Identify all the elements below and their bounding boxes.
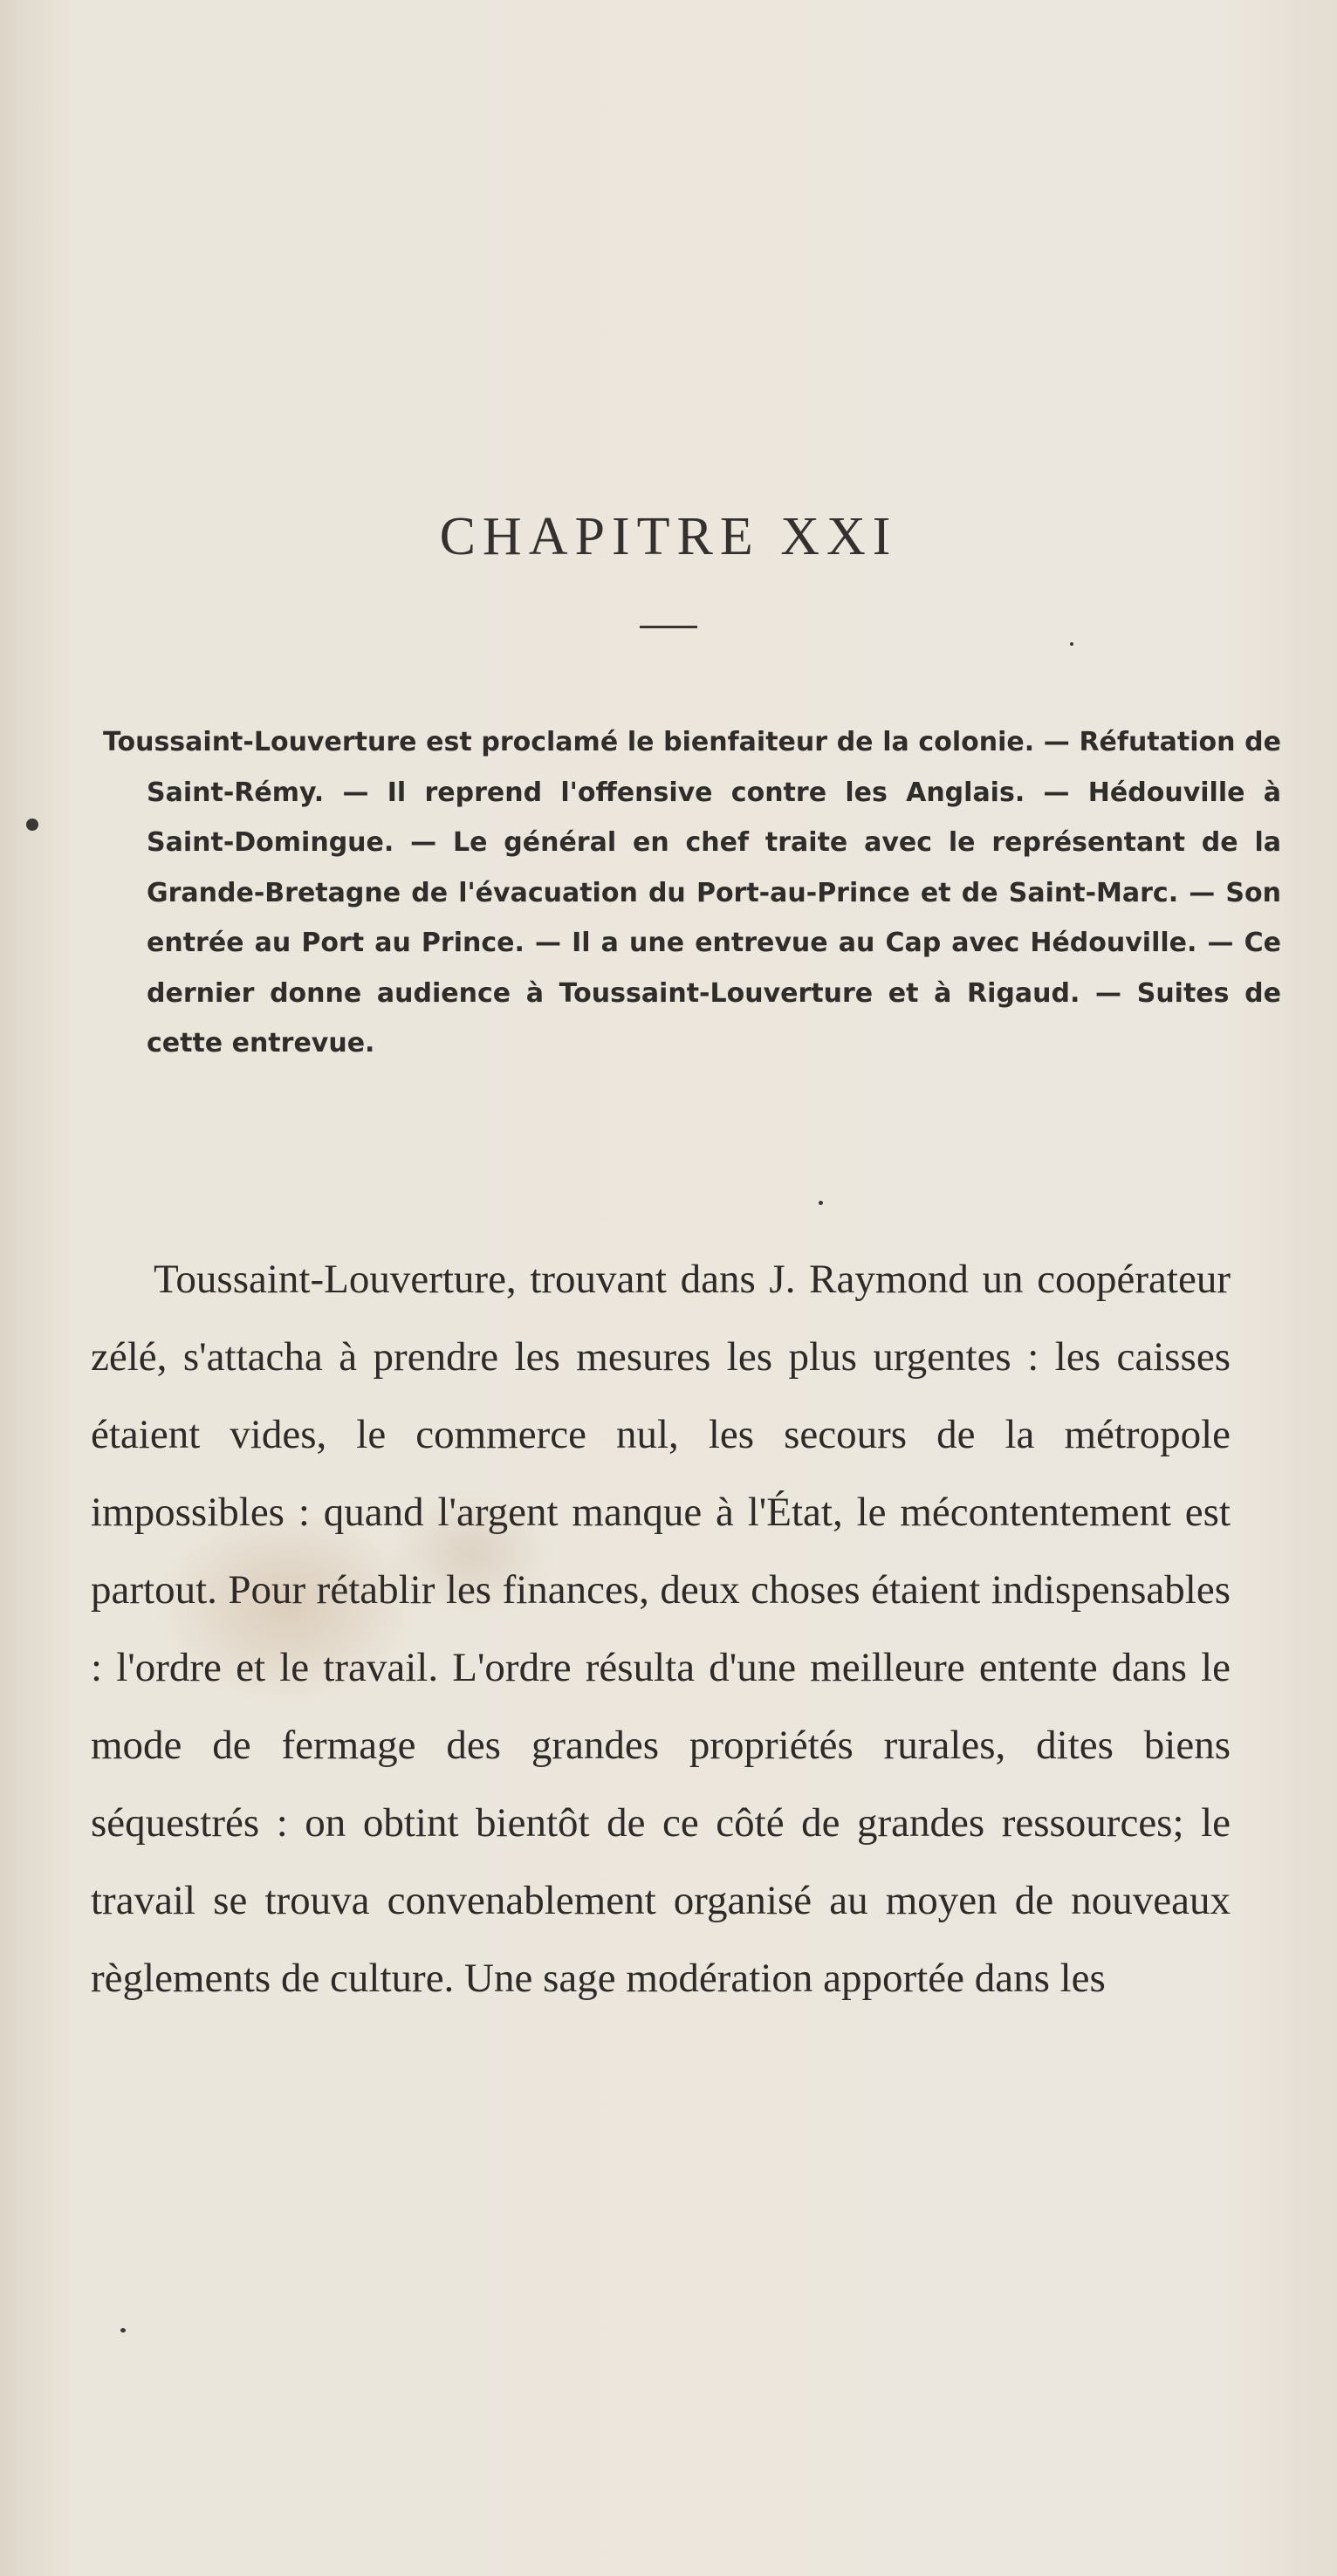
title-divider xyxy=(640,626,697,628)
ink-speck xyxy=(26,819,38,831)
ink-speck xyxy=(819,1201,823,1205)
body-paragraph: Toussaint-Louverture, trouvant dans J. Raymond un coopérateur zélé, s'attacha à prendre les mesures les plus urgentes : les caisses étaient vides, le commerce nul, les secours de la métropole impossibles : quand l'argent manque à l'État, le mécontentement est partout. Pour rétablir les finances, deux choses étaient indispensables : l'ordre et le travail. L'ordre résulta d'une meilleure entente dans le mode de fermage des grandes propriétés rurales, dites biens séquestrés : on obtint bientôt de ce côté de grandes ressources; le travail se trouva convenablement organisé au moyen de nouveaux règlements de culture. Une sage modération apportée dans les xyxy=(91,1257,1231,2001)
chapter-summary: Toussaint-Louverture est proclamé le bienfaiteur de la colonie. — Réfutation de Saint-Rémy. — Il reprend l'offensive contre les Anglais. — Hédouville à Saint-Domingue. — Le général en chef traite avec le représentant de la Grande-Bretagne de l'évacuation du Port-au-Prince et de Saint-Marc. — Son entrée au Port au Prince. — Il a une entrevue au Cap avec Hédouville. — Ce dernier donne audience à Toussaint-Louverture et à Rigaud. — Suites de cette entrevue. xyxy=(103,727,1281,1058)
ink-speck xyxy=(120,2328,126,2333)
ink-speck xyxy=(1070,642,1073,646)
chapter-title: CHAPITRE XXI xyxy=(439,507,898,566)
